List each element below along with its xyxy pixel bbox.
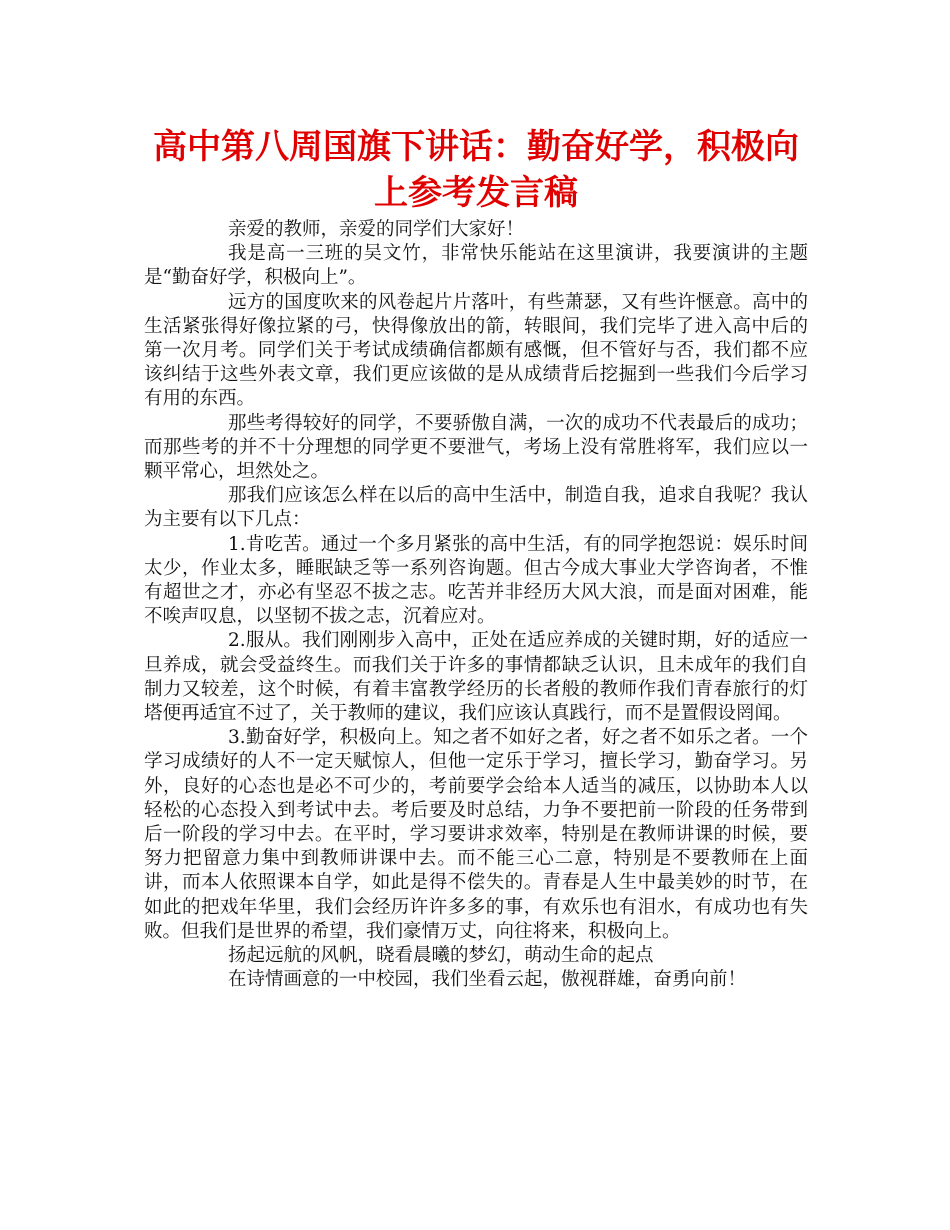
document-body — [144, 218, 808, 993]
document-title: 高中第八周国旗下讲话：勤奋好学，积极向上参考发言稿 — [153, 127, 799, 213]
document-page — [144, 124, 808, 993]
paragraph-closing: 在诗情画意的一中校园，我们坐看云起，傲视群雄，奋勇向前！ — [228, 969, 747, 991]
paragraph-question: 那我们应该怎么样在以后的高中生活中，制造自我，追求自我呢？我认为主要有以下几点： — [144, 485, 808, 531]
paragraph-greeting: 亲爱的教师，亲爱的同学们大家好！ — [228, 219, 525, 240]
paragraph-point-2: 2.服从。我们刚刚步入高中，正处在适应养成的关键时期，好的适应一旦养成，就会受益终生。而我们关于许多的事情都缺乏认识，且未成年的我们自制力又较差，这个时候，有着丰富教学经历的长者般的教师作我们青春旅行的灯塔便再适宜不过了，关于教师的建议，我们应该认真践行，而不是置假设罔闻。 — [144, 630, 808, 725]
paragraph-sail: 扬起远航的风帆，晓看晨曦的梦幻，萌动生命的起点 — [228, 945, 654, 967]
paragraph-autumn-exam: 远方的国度吹来的风卷起片片落叶，有些萧瑟，又有些许惬意。高中的生活紧张得好像拉紧的弓，快得像放出的箭，转眼间，我们完毕了进入高中后的第一次月考。同学们关于考试成绩确信都颇有感慨，但不管好与否，我们都不应该纠结于这些外表文章，我们更应该做的是从成绩背后挖掘到一些我们今后学习有用的东西。 — [144, 291, 808, 410]
paragraph-point-3: 3.勤奋好学，积极向上。知之者不如好之者，好之者不如乐之者。一个学习成绩好的人不一定天赋惊人，但他一定乐于学习，擅长学习，勤奋学习。另外，良好的心态也是必不可少的，考前要学会给本人适当的减压，以协助本人以轻松的心态投入到考试中去。考后要及时总结，力争不要把前一阶段的任务带到后一阶段的学习中去。在平时，学习要讲求效率，特别是在教师讲课的时候，要努力把留意力集中到教师讲课中去。而不能三心二意，特别是不要教师在上面讲，而本人依照课本自学，如此是得不偿失的。青春是人生中最美妙的时节，在如此的把戏年华里，我们会经历许许多多的事，有欢乐也有泪水，有成功也有失败。但我们是世界的希望，我们豪情万丈，向往将来，积极向上。 — [144, 727, 808, 942]
paragraph-success: 那些考得较好的同学，不要骄傲自满，一次的成功不代表最后的成功；而那些考的并不十分理想的同学更不要泄气，考场上没有常胜将军，我们应以一颗平常心，坦然处之。 — [144, 412, 808, 483]
paragraph-introduction: 我是高一三班的吴文竹，非常快乐能站在这里演讲，我要演讲的主题是“勤奋好学，积极向上”。 — [144, 243, 808, 289]
paragraph-point-1: 1.肯吃苦。通过一个多月紧张的高中生活，有的同学抱怨说：娱乐时间太少，作业太多，睡眠缺乏等一系列咨询题。但古今成大事业大学咨询者，不惟有超世之才，亦必有坚忍不拔之志。吃苦并非经历大风大浪，而是面对困难，能不唉声叹息，以坚韧不拔之志，沉着应对。 — [144, 533, 808, 628]
